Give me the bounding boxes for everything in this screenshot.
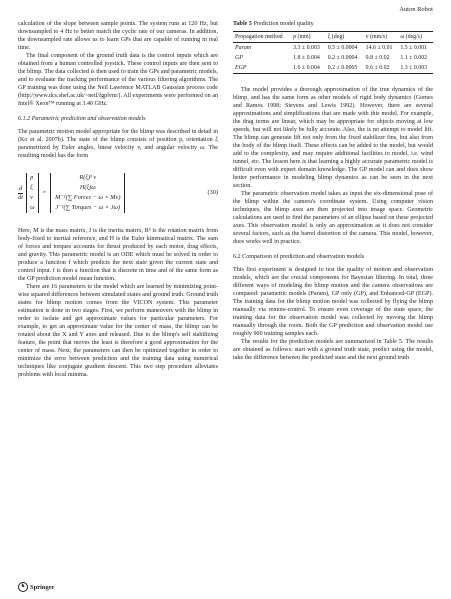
paragraph: The parametric observation model takes as input the six-dimensional pose of the blimp within the camera's coordinate system. Using computer vision techniques, the blimp axes are then projected into image space. Geometric calculations are used to find the parameters of an ellipse based on these projected axes. This observation model is only an approximation as it does not consider several factors, such as the barrel distortion of the camera. This model, however, does works well in practice. <box>233 191 433 245</box>
paragraph: There are 16 parameters to the model which are learned by minimizing point-wise squared differences between simulated states and ground truth. Ground truth states for blimp motion comes from the VICON system. This parameter estimation is done in two stages. First, we perform maneuvers with the blimp in order to isolate and get approximate values for particular parameters. For example, to get an approximate value for the center of mass, the blimp can be rotated about the X and Y axes and released. Due to the blimp's self stabilizing feature, the point that moves the least is therefore a good approximation for the center of mass. Next, the parameters can then be optimized together in order to minimize the error between prediction and the training data using numerical techniques like conjugate gradient descent. This two step procedure alleviates problems with local minima. <box>18 284 218 378</box>
table-row: GP 1.8 ± 0.004 0.2 ± 0.0004 9.8 ± 0.02 1.1 ± 0.002 <box>235 55 428 61</box>
derivative-operator: $\frac{d}{dt}$ <box>18 184 24 201</box>
equals-sign: = <box>42 189 47 196</box>
paragraph: This first experiment is designed to test the quality of motion and observation models, which are the crucial components for Bayesian filtering. In total, three different ways of modeling the blimp motion and the camera observations are compared: parametric models (Param), GP only (GP), and Enhanced-GP (EGP). The training data for the blimp motion model was collected by flying the blimp manually via remote-control. To ensure even coverage of the state space, the training data for the observation model was collected by moving the blimp manually through the room. Both the GP prediction and observation model use roughly 900 training samples each. <box>233 267 433 337</box>
paragraph: The model provides a thorough approximation of the true dynamics of the blimp, and has the same form as other models of rigid body dynamics (Gomes and Ramos 1998; Stevens and Lewis 1992). However, there are several approximations and simplifications that are made with this model. For example, the drag terms are linear, which may be appropriate for objects moving at low speeds, but will not likely be fully accurate. Also, the is no attempt to model lift. The blimp can generate lift not only from the fixed stabilizer fins, but also from the body of the blimp itself. These effects can be added to the model, but would add to the complexity, and may require additional facilities to model, i.e. wind tunnel, etc. The lesson here is that learning a highly accurate parametric model is difficult even with expert domain knowledge. The GP model can and does show better performance in modeling blimp dynamics as can be seen in the next section. <box>233 87 433 189</box>
table-caption: Table 5 Prediction model quality <box>233 21 314 27</box>
left-column <box>18 20 218 379</box>
subsection-heading: 6.2 Comparison of prediction and observation models <box>233 254 365 260</box>
paragraph: The results for the prediction models are summarized in Table 5. The results are obtained as follows: start with a ground truth state, predict using the model, take the difference between the predicted state and the next ground truth <box>233 339 433 361</box>
column-header: p (mm) <box>293 34 311 40</box>
subsection-heading: 6.1.2 Parametric prediction and observation models <box>18 116 146 122</box>
running-head: Auton Robot <box>399 6 433 13</box>
table-row: Param 3.3 ± 0.003 0.5 ± 0.0004 14.6 ± 0.01 1.5 ± 0.001 <box>235 45 428 51</box>
paragraph: The final component of the ground truth data is the control inputs which are obtained from a human controlled joystick. These control inputs are then sent to the blimp. The data collected is then used to train the GPs and parametric models, and to evaluate the tracking performance of the various filtering algorithms. The GP training was done using the Neil Lawrence MATLAB Gaussian process code (http://www.dcs.shef.ac.uk/~neil/fgplvm/). All experiments were performed on an Intel® Xeon™ running at 3.40 GHz. <box>18 53 218 107</box>
column-header: ω (deg/s) <box>400 34 423 40</box>
paragraph: The parametric motion model appropriate for the blimp was described in detail in (Ko et al. 2007b). The state of the blimp consists of position p, orientation ξ parametrized by Euler angles, linear velocity v, and angular velocity ω. The resulting model has the form <box>18 129 218 159</box>
column-header: ξ (deg) <box>327 34 345 40</box>
equation-30 <box>18 165 218 221</box>
springer-logo-icon: ♞ <box>18 582 28 592</box>
column-header: Propagation method <box>235 34 283 40</box>
right-column <box>233 20 433 362</box>
column-header: v (mm/s) <box>365 34 388 40</box>
prediction-quality-table <box>233 31 433 74</box>
paragraph: calculation of the slope between sample points. The system runs at 120 Hz, but downsampled to 4 Hz to better match the cyclic rate of our cameras. In addition, the downsampled rate allows us to learn GPs that are capable of running in real time. <box>18 21 218 51</box>
table-row: EGP 1.6 ± 0.004 0.2 ± 0.0005 9.6 ± 0.02 1.3 ± 0.003 <box>233 63 433 74</box>
equation-number: (30) <box>207 189 218 196</box>
publisher-footer: ♞ Springer <box>18 582 55 592</box>
dynamics-vector: R(ξ)ᵇ v H(ξ)ω M⁻¹(∑ Forces − ω × Mv) J⁻¹(∑ Torques − ω × Jω) <box>50 173 125 213</box>
paragraph: Here, M is the mass matrix, J is the inertia matrix, Rᵇ is the rotation matrix from body-fixed to inertial reference, and H is the Euler kinematical matrix. The sum of forces and torques accounts for thrust produced by each motor, drag effects, and gravity. This parametric model is an ODE which must be solved in order to produce a function f which predicts the next state given the current state and control input. f is then a function that is discrete in time and of the same form as the GP prediction model mean function. <box>18 228 218 282</box>
state-vector: p ξ v ω <box>26 173 38 213</box>
